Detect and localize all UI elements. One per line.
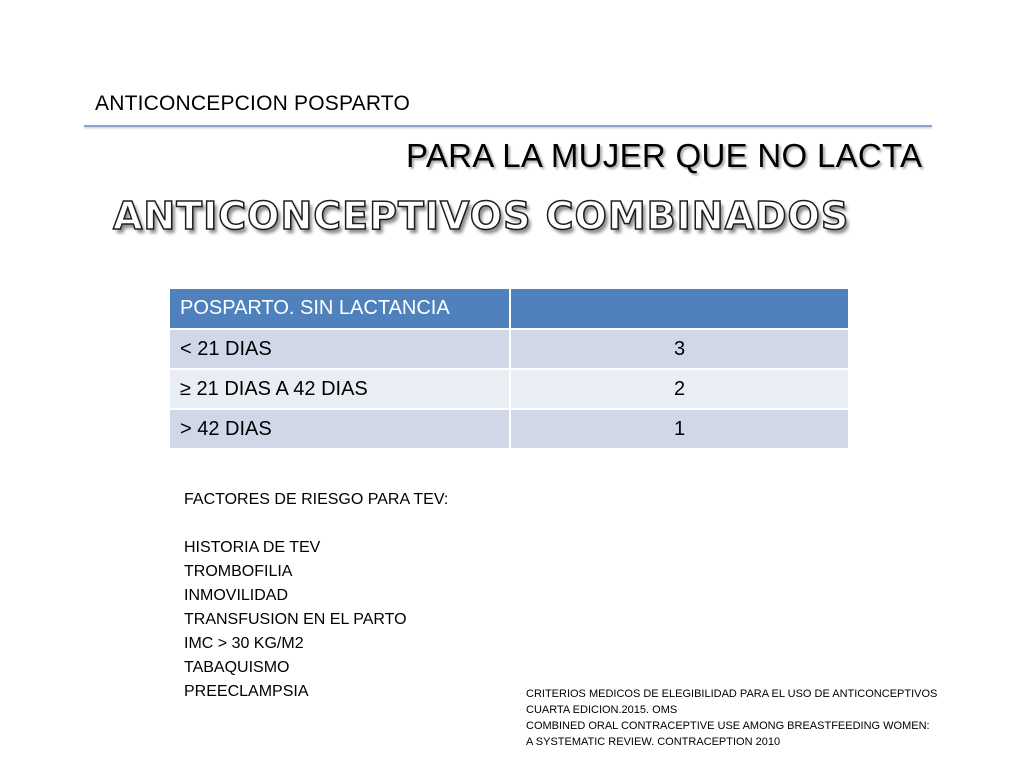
risk-factor-item: TABAQUISMO (184, 659, 290, 676)
risk-factor-item: HISTORIA DE TEV (184, 539, 321, 556)
references-block (526, 686, 937, 750)
risk-factor-item: IMC > 30 KG/M2 (184, 635, 304, 652)
table-header-row (169, 288, 849, 329)
table-cell-value: 3 (510, 329, 849, 369)
reference-line: CRITERIOS MEDICOS DE ELEGIBILIDAD PARA EL USO DE ANTICONCEPTIVOS (526, 688, 938, 700)
header-divider (84, 125, 932, 127)
table-row (169, 409, 849, 449)
reference-line: A SYSTEMATIC REVIEW. CONTRACEPTION 2010 (526, 736, 781, 748)
table-header-label: POSPARTO. SIN LACTANCIA (169, 288, 510, 329)
table-cell-value: 1 (510, 409, 849, 449)
table-cell-label: > 42 DIAS (169, 409, 510, 449)
slide-main-title: ANTICONCEPTIVOS COMBINADOS (113, 194, 850, 238)
header-title: ANTICONCEPCION POSPARTO (95, 92, 410, 115)
risk-factor-item: TROMBOFILIA (184, 563, 293, 580)
spacer (184, 512, 448, 536)
reference-line: CUARTA EDICION.2015. OMS (526, 704, 678, 716)
table-cell-label: < 21 DIAS (169, 329, 510, 369)
table-cell-value: 2 (510, 369, 849, 409)
table-header-value (510, 288, 849, 329)
table-cell-label: ≥ 21 DIAS A 42 DIAS (169, 369, 510, 409)
risk-factors-block (184, 488, 448, 704)
eligibility-table (168, 287, 850, 450)
risk-factor-item: PREECLAMPSIA (184, 683, 309, 700)
risk-factor-item: INMOVILIDAD (184, 587, 289, 604)
risk-factors-heading: FACTORES DE RIESGO PARA TEV: (184, 491, 449, 508)
table-row (169, 329, 849, 369)
slide-subtitle: PARA LA MUJER QUE NO LACTA (406, 137, 923, 174)
table-row (169, 369, 849, 409)
reference-line: COMBINED ORAL CONTRACEPTIVE USE AMONG BREASTFEEDING WOMEN: (526, 720, 930, 732)
risk-factor-item: TRANSFUSION EN EL PARTO (184, 611, 407, 628)
